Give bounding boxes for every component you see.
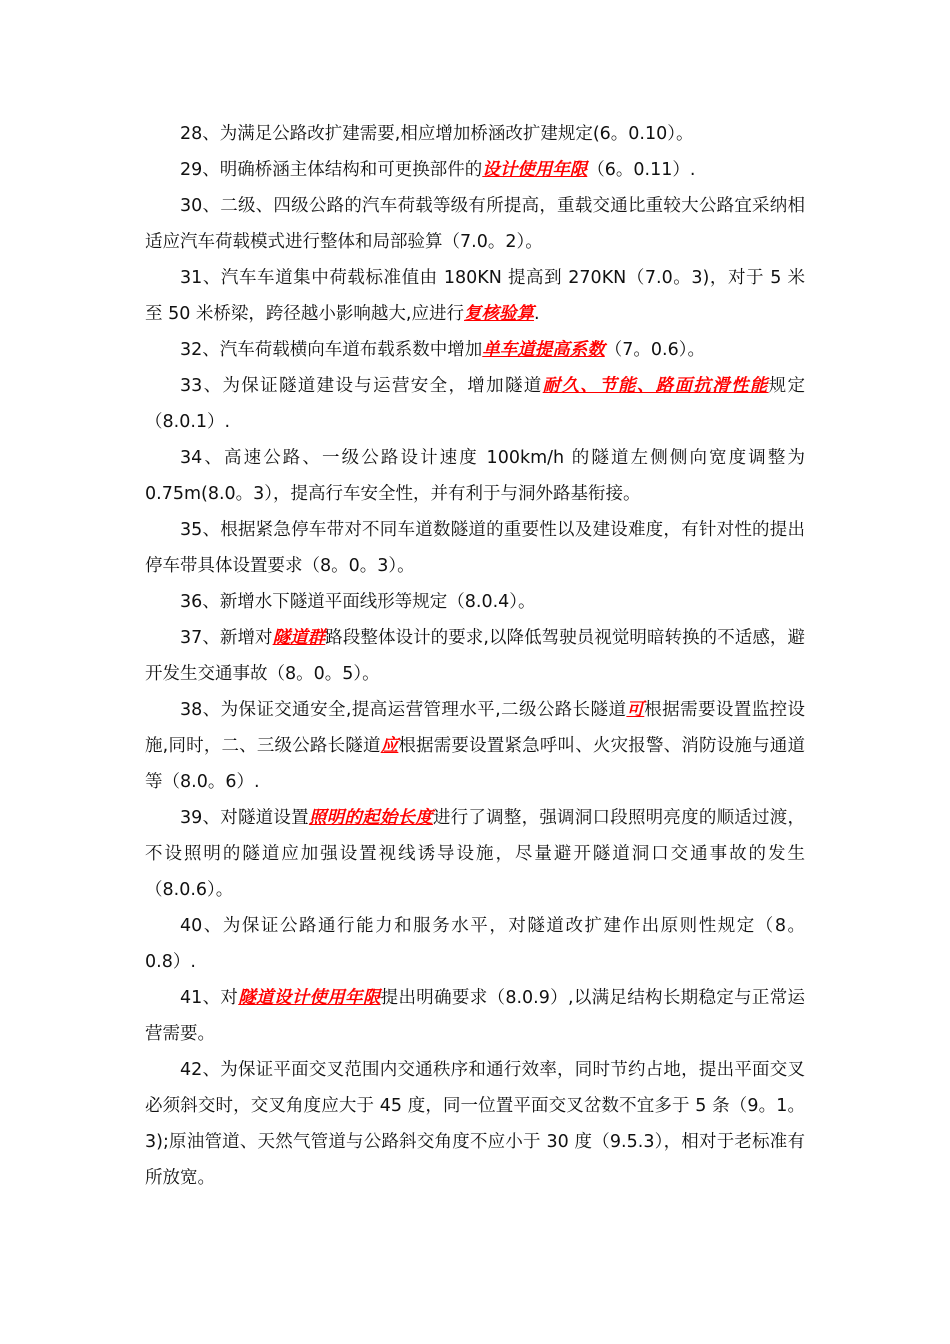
paragraph-34: [145, 440, 805, 512]
highlighted-term: 复核验算: [463, 304, 534, 324]
paragraph-text: 34、高速公路、一级公路设计速度 100km/h 的隧道左侧侧向宽度调整为 0.75m(8.0。3），提高行车安全性，并有利于与洞外路基衔接。: [145, 448, 805, 504]
paragraph-text: 28、为满足公路改扩建需要,相应增加桥涵改扩建规定(6。0.10）。: [180, 124, 694, 144]
paragraph-text: 35、根据紧急停车带对不同车道数隧道的重要性以及建设难度，有针对性的提出停车带具体设置要求（8。0。3）。: [145, 520, 805, 576]
paragraph-29: [145, 152, 805, 188]
highlighted-term: 照明的起始长度: [308, 808, 433, 828]
highlighted-term: 可: [626, 700, 645, 720]
paragraph-text: 33、为保证隧道建设与运营安全，增加隧道: [180, 376, 543, 396]
paragraph-text: 40、为保证公路通行能力和服务水平，对隧道改扩建作出原则性规定（8。0.8）.: [145, 916, 805, 972]
paragraph-text: 路段整体设计的要求,以降低驾驶员视觉明暗转换的不适感，避开发生交通事故（8。0。5）。: [145, 628, 805, 684]
highlighted-term: 单车道提高系数: [482, 340, 605, 360]
paragraph-text: 42、为保证平面交叉范围内交通秩序和通行效率，同时节约占地，提出平面交叉必须斜交时，交叉角度应大于 45 度，同一位置平面交叉岔数不宜多于 5 条（9。1。3);原油管道、天然气管道与公路斜交角度不应小于 30 度（9.5.3），相对于老标准有所放宽。: [145, 1060, 805, 1188]
paragraph-38: [145, 692, 805, 800]
paragraph-text: 提出明确要求（8.0.9）,以满足结构长期稳定与正常运营需要。: [145, 988, 806, 1044]
highlighted-term: 设计使用年限: [482, 160, 588, 180]
highlighted-term: 耐久、节能、路面抗滑性能: [542, 376, 769, 396]
paragraph-37: [145, 620, 805, 692]
paragraph-36: [145, 584, 805, 620]
paragraph-31: [145, 260, 805, 332]
highlighted-term: 隧道群: [272, 628, 326, 648]
highlighted-term: 应: [380, 736, 399, 756]
paragraph-text: 32、汽车荷载横向车道布载系数中增加: [180, 340, 483, 360]
paragraph-41: [145, 980, 805, 1052]
paragraph-28: [145, 116, 805, 152]
paragraph-30: [145, 188, 805, 260]
paragraph-text: 38、为保证交通安全,提高运营管理水平,二级公路长隧道: [180, 700, 627, 720]
paragraph-text: 36、新增水下隧道平面线形等规定（8.0.4）。: [180, 592, 536, 612]
paragraph-text: 30、二级、四级公路的汽车荷载等级有所提高，重载交通比重较大公路宜采纳相适应汽车荷载模式进行整体和局部验算（7.0。2）。: [145, 196, 805, 252]
paragraph-text: 进行了调整，强调洞口段照明亮度的顺适过渡，不设照明的隧道应加强设置视线诱导设施，尽量避开隧道洞口交通事故的发生（8.0.6）。: [145, 808, 805, 900]
paragraph-40: [145, 908, 805, 980]
paragraph-text: （6。0.11）.: [587, 160, 696, 180]
paragraph-text: 根据需要设置紧急呼叫、火灾报警、消防设施与通道等（8.0。6）.: [145, 736, 805, 792]
paragraph-text: 根据需要设置监控设施,同时，二、三级公路长隧道: [145, 700, 806, 756]
paragraph-text: （7。0.6）。: [604, 340, 705, 360]
paragraph-text: 29、明确桥涵主体结构和可更换部件的: [180, 160, 483, 180]
paragraph-35: [145, 512, 805, 584]
paragraph-32: [145, 332, 805, 368]
highlighted-term: 隧道设计使用年限: [238, 988, 381, 1008]
paragraph-text: 31、汽车车道集中荷载标准值由 180KN 提高到 270KN（7.0。3)，对于 5 米至 50 米桥梁，跨径越小影响越大,应进行: [145, 268, 805, 324]
paragraph-39: [145, 800, 805, 908]
paragraph-text: .: [533, 304, 540, 324]
paragraph-text: 规定（8.0.1）.: [145, 376, 806, 432]
document-body: [145, 116, 805, 1196]
paragraph-42: [145, 1052, 805, 1196]
paragraph-text: 41、对: [180, 988, 239, 1008]
paragraph-33: [145, 368, 805, 440]
paragraph-text: 37、新增对: [180, 628, 273, 648]
paragraph-text: 39、对隧道设置: [180, 808, 309, 828]
